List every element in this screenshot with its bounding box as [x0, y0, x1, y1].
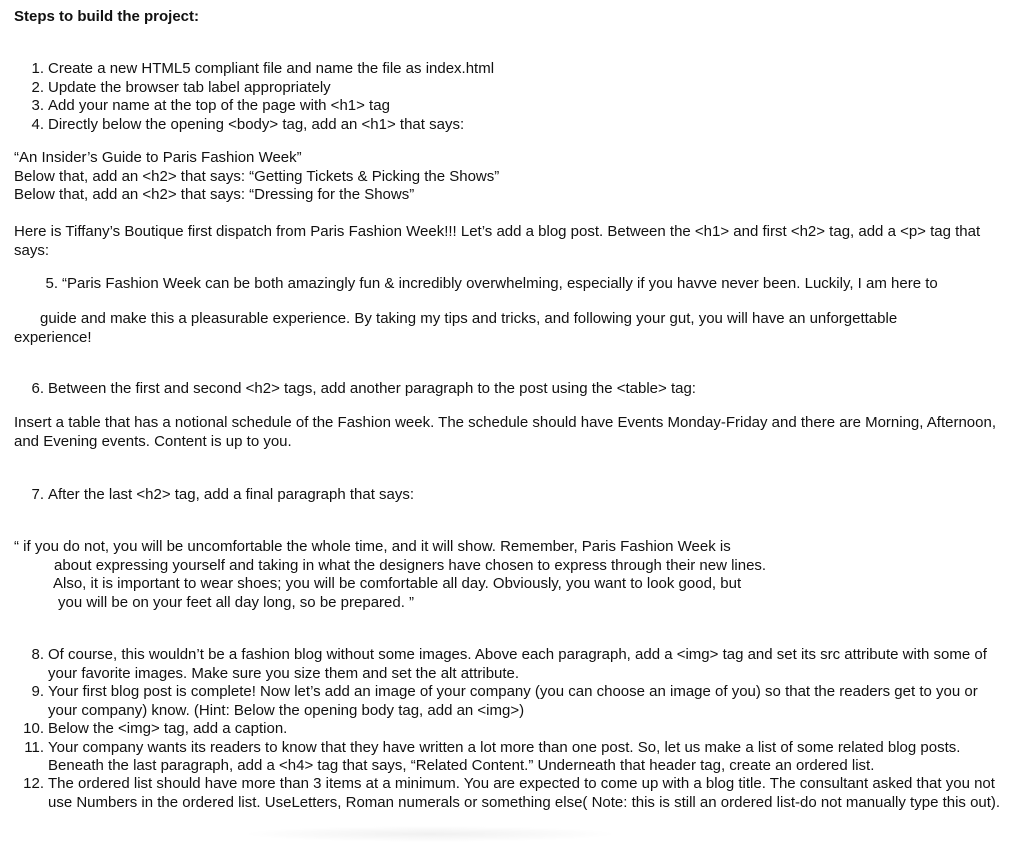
list-text: The ordered list should have more than 3 items at a minimum. You are expected to come up with a blog title. The consultant asked that you not use Numbers in the ordered list. UseLetters, Roman numerals or something else( Note: this is still an ordered list-do not manually type this out). — [48, 775, 1001, 811]
list-text: Update the browser tab label appropriately — [48, 78, 331, 96]
page-edge-shadow — [240, 826, 620, 842]
final-quote-line: about expressing yourself and taking in what the designers have chosen to express through their new lines. — [54, 556, 767, 574]
list-number: 11. — [24, 738, 44, 756]
step5-continuation: experience! — [14, 328, 92, 346]
list-text: Of course, this wouldn’t be a fashion blog without some images. Above each paragraph, add a <img> tag and set its src attribute with some of your favorite images. Make sure you size them and set the alt attribute. — [48, 646, 987, 682]
list-number: 6. — [31, 380, 44, 397]
list-text: “Paris Fashion Week can be both amazingly fun & incredibly overwhelming, especially if you havve never been. Luckily, I am here to — [62, 275, 938, 292]
list-number: 4. — [31, 115, 44, 133]
quote-line: Below that, add an <h2> that says: “Dressing for the Shows” — [14, 186, 415, 203]
final-quote-line: you will be on your feet all day long, so be prepared. ” — [58, 593, 415, 611]
list-text: Your company wants its readers to know that they have written a lot more than one post. So, let us make a list of some related blog posts. Beneath the last paragraph, add a <h4> tag that says, “Related Content.” Underneath that header tag, create an ordered list. — [48, 738, 961, 774]
list-number: 12. — [23, 775, 44, 792]
list-text: After the last <h2> tag, add a final paragraph that says: — [48, 486, 415, 503]
table-paragraph: Insert a table that has a notional schedule of the Fashion week. The schedule should have Events Monday-Friday and there are Morning, Afternoon, and Evening events. Content is up to you. — [14, 414, 996, 450]
step5-continuation: guide and make this a pleasurable experience. By taking my tips and tricks, and following your gut, you will have an unforgettable — [40, 310, 898, 327]
list-number: 9. — [31, 683, 44, 700]
page-heading: Steps to build the project: — [14, 8, 200, 25]
final-quote-line: “ if you do not, you will be uncomfortable the whole time, and it will show. Remember, Paris Fashion Week is — [14, 538, 731, 555]
intro-paragraph: Here is Tiffany’s Boutique first dispatch from Paris Fashion Week!!! Let’s add a blog post. Between the <h1> and first <h2> tag, add a <p> tag that says: — [14, 223, 981, 259]
list-text: Directly below the opening <body> tag, add an <h1> that says: — [48, 115, 465, 133]
list-number: 3. — [31, 97, 44, 114]
list-text: Your first blog post is complete! Now let’s add an image of your company (you can choose an image of you) so that the readers get to you or your company) know. (Hint: Below the opening body tag, add an <img>) — [48, 683, 978, 719]
list-number: 1. — [31, 60, 44, 77]
list-text: Create a new HTML5 compliant file and name the file as index.html — [48, 60, 495, 77]
list-number: 10. — [23, 720, 44, 737]
quote-line: Below that, add an <h2> that says: “Getting Tickets & Picking the Shows” — [14, 167, 500, 185]
list-text: Between the first and second <h2> tags, add another paragraph to the post using the <table> tag: — [48, 380, 696, 397]
list-number: 8. — [31, 646, 44, 663]
list-text: Below the <img> tag, add a caption. — [48, 720, 288, 737]
list-number: 7. — [31, 486, 44, 503]
quote-line: “An Insider’s Guide to Paris Fashion Week” — [14, 149, 302, 166]
final-quote-line: Also, it is important to wear shoes; you will be comfortable all day. Obviously, you want to look good, but — [53, 575, 742, 592]
list-number: 2. — [31, 78, 44, 96]
list-text: Add your name at the top of the page with <h1> tag — [48, 97, 390, 114]
list-number: 5. — [45, 275, 58, 292]
